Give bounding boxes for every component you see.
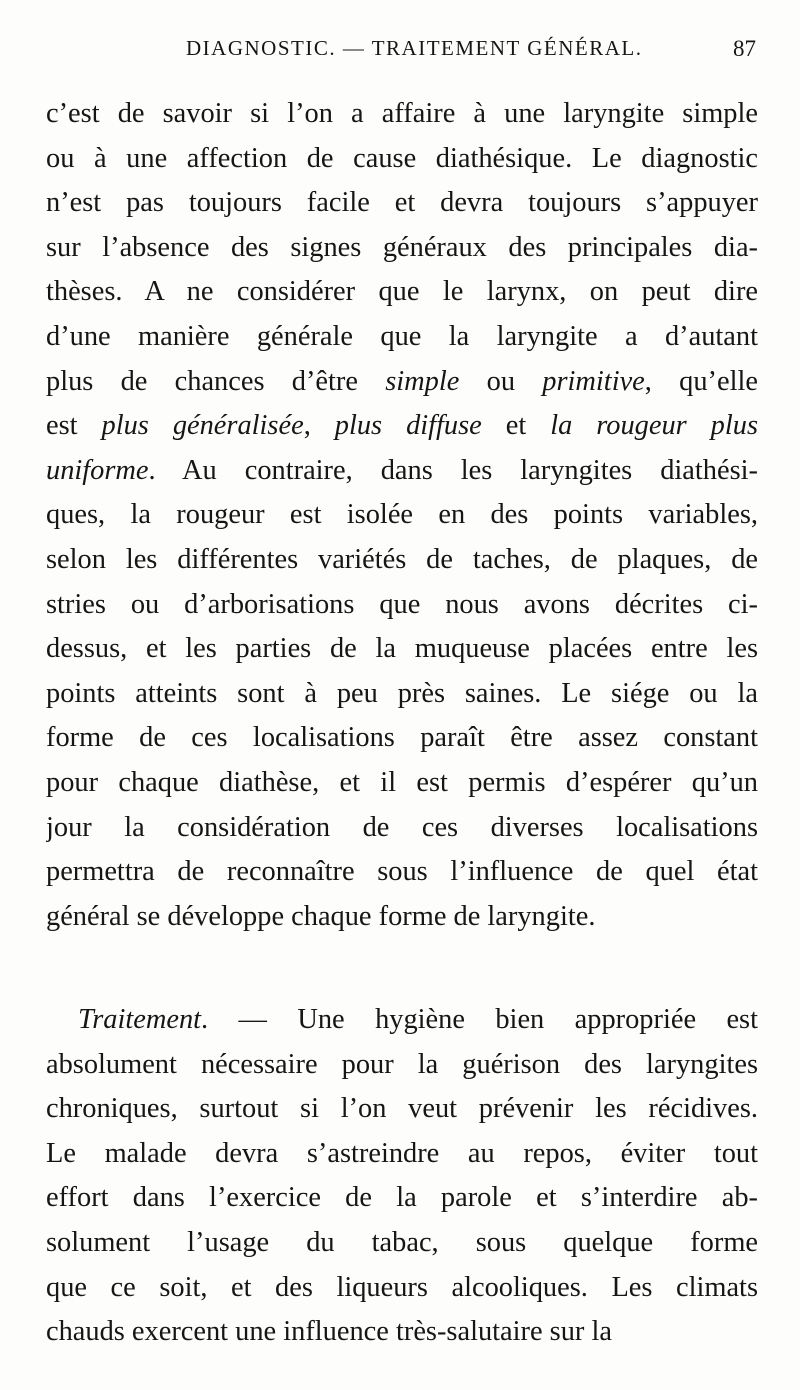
text-segment: est [46,410,102,442]
text-line [46,181,758,226]
text-line [46,627,758,672]
text-segment: ques, la rougeur est isolée en des points variables, [46,499,758,531]
paragraph-traitement [46,998,758,1355]
text-line [46,538,758,583]
text-line [46,583,758,628]
text-segment: Le malade devra s’astreindre au repos, éviter tout [46,1137,758,1169]
text-line [46,1266,758,1311]
text-line [46,315,758,360]
text-line [46,270,758,315]
text-line [46,1087,758,1132]
text-segment: ou [459,365,543,397]
text-segment: stries ou d’arborisations que nous avons décrites ci- [46,588,758,620]
text-segment: selon les différentes variétés de taches, de plaques, de [46,543,758,575]
text-line [46,761,758,806]
italic-text: plus diffuse [334,410,482,442]
italic-text: la rougeur plus [550,410,758,442]
text-segment: thèses. A ne considérer que le larynx, on peut dire [46,276,758,308]
text-segment: permettra de reconnaître sous l’influence de quel état [46,856,758,888]
text-segment: chauds exercent une influence très-salutaire sur la [46,1316,612,1348]
text-segment: , [303,410,335,442]
text-line [46,806,758,851]
text-segment: d’une manière générale que la laryngite a d’autant [46,320,758,352]
text-segment: effort dans l’exercice de la parole et s’interdire ab- [46,1182,758,1214]
paragraph-diagnostic [46,92,758,939]
text-line [46,672,758,717]
text-segment: . — Une hygiène bien appropriée est [201,1004,758,1035]
text-segment: jour la considération de ces diverses localisations [46,811,758,843]
text-segment: n’est pas toujours facile et devra toujours s’appuyer [46,187,758,219]
text-line [46,1043,758,1088]
text-segment: sur l’absence des signes généraux des principales dia- [46,231,758,263]
text-line [46,92,758,137]
italic-text: uniforme [46,454,149,486]
text-line [46,895,758,940]
text-line [46,360,758,405]
text-line [46,493,758,538]
text-segment: . Au contraire, dans les laryngites diathési- [148,454,758,486]
text-segment: ou à une affection de cause diathésique. Le diagnostic [46,142,758,174]
text-line [46,449,758,494]
text-line [46,404,758,449]
text-line [46,226,758,271]
text-segment: chroniques, surtout si l’on veut prévenir les récidives. [46,1093,758,1125]
text-line [46,137,758,182]
italic-text: simple [385,365,460,397]
page-header [46,30,760,66]
italic-text: plus généralisée [101,410,304,442]
text-line [46,716,758,761]
text-segment: et [481,410,551,442]
text-line [46,1310,758,1355]
text-segment: que ce soit, et des liqueurs alcooliques. Les climats [46,1271,758,1303]
text-segment: dessus, et les parties de la muqueuse placées entre les [46,633,758,665]
text-line [46,850,758,895]
text-segment: points atteints sont à peu près saines. Le siége ou la [46,677,758,709]
text-line [46,1176,758,1221]
text-line [46,1221,758,1266]
italic-text: primitive [542,365,645,397]
text-segment: absolument nécessaire pour la guérison des laryngites [46,1048,758,1080]
text-segment: pour chaque diathèse, et il est permis d’espérer qu’un [46,766,758,798]
italic-text: Traitement [78,1004,202,1035]
text-segment: c’est de savoir si l’on a affaire à une laryngite simple [46,98,758,129]
text-line [46,1132,758,1177]
text-segment: général se développe chaque forme de laryngite. [46,900,596,932]
text-segment: forme de ces localisations paraît être assez constant [46,722,758,754]
running-head: DIAGNOSTIC. — TRAITEMENT GÉNÉRAL. [186,36,643,60]
text-segment: plus de chances d’être [46,365,386,397]
text-segment: , qu’elle [644,365,758,397]
text-segment: solument l’usage du tabac, sous quelque forme [46,1226,758,1258]
text-line [46,998,758,1043]
page-number: 87 [733,36,756,61]
